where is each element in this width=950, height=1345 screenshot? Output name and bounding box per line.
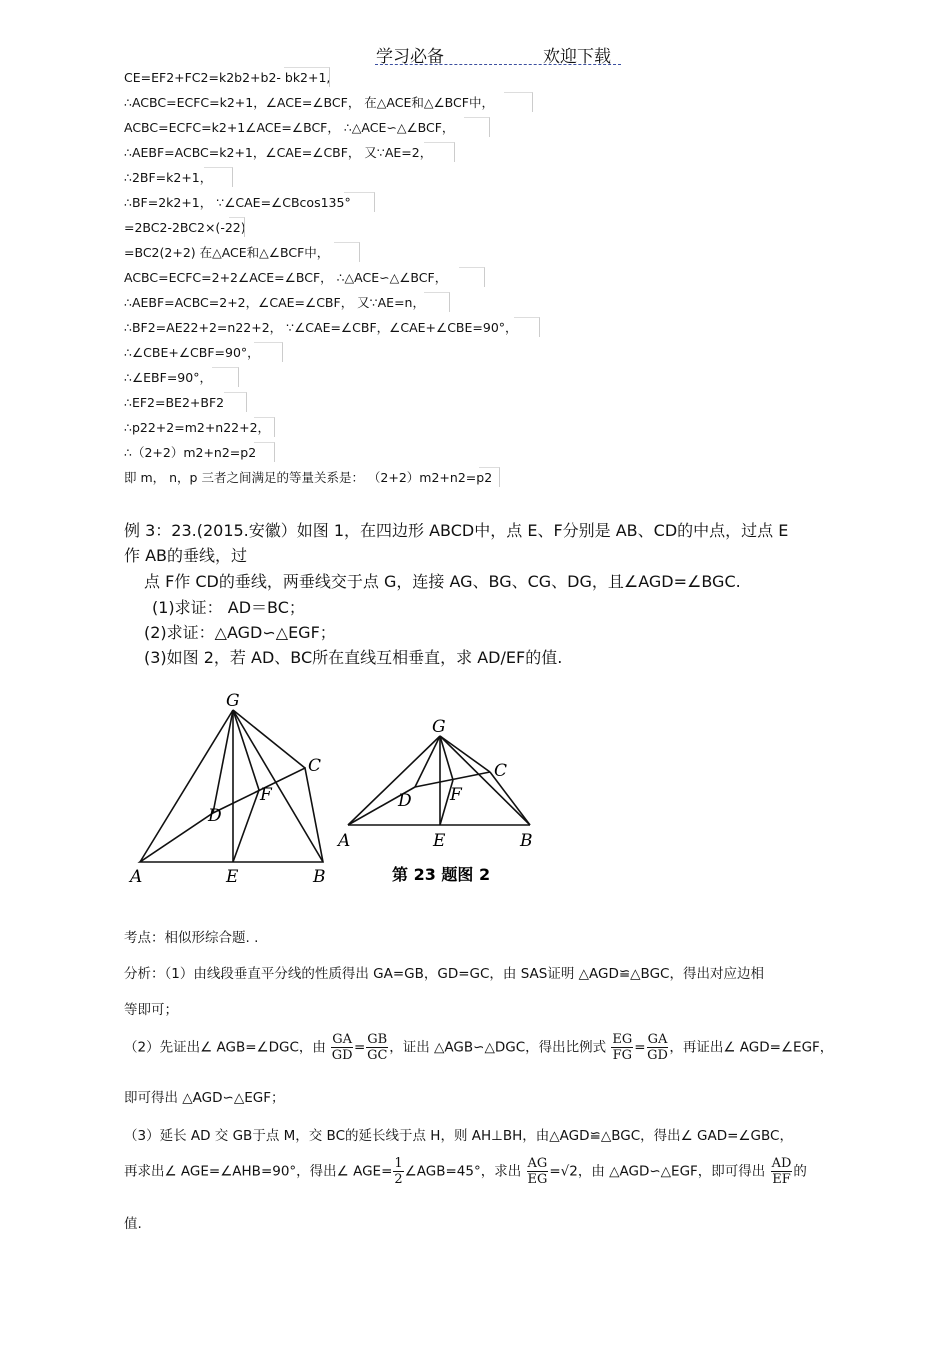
question-3: (3)如图 2，若 AD、BC所在直线互相垂直，求 AD/EF的值. xyxy=(144,648,563,667)
fraction: $\frac{AD}{EF}$ xyxy=(771,1156,792,1187)
solution-line: ∴ACBC=ECFC=k2+1，∠ACE=∠BCF， 在△ACE和△∠BCF中， xyxy=(124,95,494,111)
solution-line: ∴BF2=AE22+2=n22+2， ∵∠CAE=∠CBF，∠CAE+∠CBE=90°， xyxy=(124,320,518,336)
fig2-label-B: B xyxy=(520,831,533,851)
analysis-p3b: 再求出∠ AGE=∠AHB=90°，得出∠ AGE= $\frac{1}{2}$ ∠AGB=45°，求出 $\frac{AG}{EG}$ =√2，由 △AGD∽△EGF，即可得出 $\frac{AD}{EF}$ 的 xyxy=(124,1156,807,1187)
solution-line: ∴AEBF=ACBC=k2+1，∠CAE=∠CBF， 又∵AE=2， xyxy=(124,145,432,161)
fig2-label-C: C xyxy=(494,761,508,781)
fig2-label-F: F xyxy=(450,785,462,805)
figure-2 xyxy=(330,710,550,890)
solution-line: CE=EF2+FC2=k2b2+b2- bk2+1, xyxy=(124,70,330,86)
fraction: $\frac{EG}{FG}$ xyxy=(612,1032,633,1063)
solution-line: =BC2(2+2) 在△ACE和△∠BCF中， xyxy=(124,245,329,261)
solution-line: 即 m， n，p 三者之间满足的等量关系是： （2+2）m2+n2=p2 xyxy=(124,470,492,486)
fraction: $\frac{AG}{EG}$ xyxy=(527,1156,548,1187)
fig2-label-D: D xyxy=(398,791,412,811)
solution-line: ∴∠CBE+∠CBF=90°， xyxy=(124,345,260,361)
fraction: $\frac{GA}{GD}$ xyxy=(331,1032,353,1063)
header-right: 欢迎下载 xyxy=(543,47,611,67)
solution-line: ∴AEBF=ACBC=2+2，∠CAE=∠CBF， 又∵AE=n， xyxy=(124,295,425,311)
problem-line-2: 作 AB的垂线，过 xyxy=(124,546,248,565)
analysis-p2: （2）先证出∠ AGB=∠DGC，由 $\frac{GA}{GD}$ = $\frac{GB}{GC}$ ，证出 △AGB∽△DGC，得出比例式 $\frac{EG}{FG}$ = $\frac{GA}{GD}$ ，再证出∠ AGD=∠EGF， xyxy=(124,1032,834,1063)
fig2-label-G: G xyxy=(432,717,446,737)
solution-line: =2BC2-2BC2×(-22) xyxy=(124,220,246,236)
solution-line: ACBC=ECFC=2+2∠ACE=∠BCF， ∴△ACE∽△∠BCF， xyxy=(124,270,447,286)
solution-line: ∴（2+2）m2+n2=p2 xyxy=(124,445,256,461)
figure-1-lines xyxy=(140,710,323,862)
question-1: (1)求证： AD＝BC； xyxy=(152,598,305,617)
figure-1 xyxy=(120,690,350,890)
fig2-caption: 第 23 题图 2 xyxy=(392,865,491,884)
fig1-label-G: G xyxy=(226,691,240,711)
problem-line-3: 点 F作 CD的垂线，两垂线交于点 G，连接 AG、BG、CG、DG，且∠AGD=∠BGC. xyxy=(144,572,741,591)
kaodian: 考点：相似形综合题. . xyxy=(124,930,259,946)
problem-line-1: 例 3：23.(2015.安徽）如图 1，在四边形 ABCD中，点 E、F分别是 AB、CD的中点，过点 E xyxy=(124,521,789,540)
analysis-p1a: 分析：（1）由线段垂直平分线的性质得出 GA=GB，GD=GC，由 SAS证明 △AGD≌△BGC，得出对应边相 xyxy=(124,966,764,982)
fig1-label-C: C xyxy=(308,756,322,776)
question-2: (2)求证：△AGD∽△EGF； xyxy=(144,623,336,642)
analysis-p2b: 即可得出 △AGD∽△EGF； xyxy=(124,1090,285,1106)
fraction: $\frac{1}{2}$ xyxy=(394,1156,403,1187)
fig1-label-E: E xyxy=(226,867,239,887)
header-dashed-rule xyxy=(375,64,621,65)
solution-line: ∴2BF=k2+1， xyxy=(124,170,212,186)
fraction: $\frac{GA}{GD}$ xyxy=(647,1032,668,1063)
analysis-p3a: （3）延长 AD 交 GB于点 M，交 BC的延长线于点 H，则 AH⊥BH，由△AGD≌△BGC，得出∠ GAD=∠GBC， xyxy=(124,1128,793,1144)
solution-line: ∴BF=2k2+1， ∵∠CAE=∠CBcos135° xyxy=(124,195,351,211)
solution-line: ∴∠EBF=90°， xyxy=(124,370,212,386)
analysis-p3c: 值. xyxy=(124,1216,142,1232)
analysis-p1b: 等即可； xyxy=(124,1002,178,1018)
fraction: $\frac{GB}{GC}$ xyxy=(367,1032,388,1063)
fig1-label-F: F xyxy=(260,785,272,805)
fig1-label-D: D xyxy=(208,806,222,826)
header-left: 学习必备 xyxy=(376,47,444,67)
fig2-label-E: E xyxy=(433,831,446,851)
fig2-label-A: A xyxy=(338,831,351,851)
solution-line: ACBC=ECFC=k2+1∠ACE=∠BCF， ∴△ACE∽△∠BCF， xyxy=(124,120,454,136)
solution-line: ∴EF2=BE2+BF2 xyxy=(124,395,224,411)
solution-line: ∴p22+2=m2+n22+2， xyxy=(124,420,270,436)
fig1-label-B: B xyxy=(313,867,326,887)
fig1-label-A: A xyxy=(130,867,143,887)
